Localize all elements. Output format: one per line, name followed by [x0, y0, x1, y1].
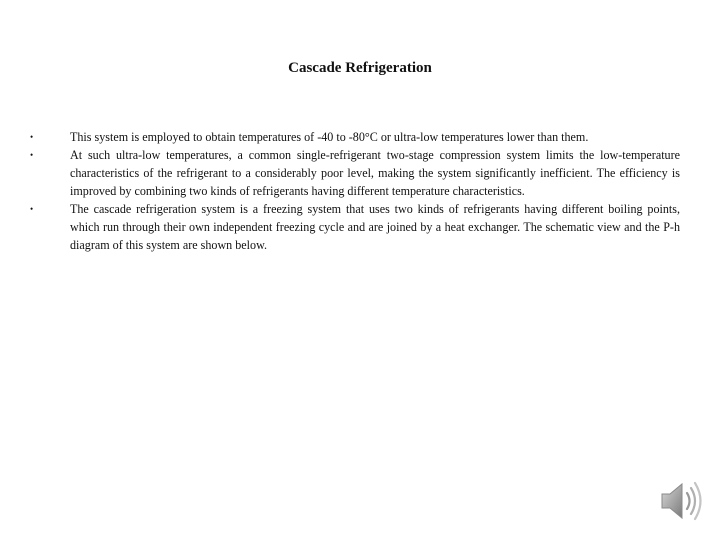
- bullet-text: The cascade refrigeration system is a freezing system that uses two kinds of refrigerants having different boiling points, which run through their own independent freezing cycle and are joined by a heat exchanger. The schematic view and the P-h diagram of this system are shown below.: [70, 202, 680, 252]
- bullet-item: [30, 146, 680, 200]
- bullet-list: [30, 128, 680, 254]
- slide-title: Cascade Refrigeration: [288, 60, 432, 76]
- bullet-mark: •: [30, 204, 34, 214]
- bullet-item: [30, 128, 680, 146]
- bullet-text: This system is employed to obtain temperatures of -40 to -80°C or ultra-low temperatures lower than them.: [70, 130, 589, 144]
- bullet-item: [30, 200, 680, 254]
- bullet-mark: •: [30, 150, 34, 160]
- bullet-mark: •: [30, 132, 34, 142]
- speaker-icon[interactable]: [658, 476, 708, 526]
- bullet-text: At such ultra-low temperatures, a common single-refrigerant two-stage compression system limits the low-temperature characteristics of the refrigerant to a considerably poor level, making the system significantly inefficient. The efficiency is improved by combining two kinds of refrigerants having different temperature characteristics.: [70, 148, 680, 198]
